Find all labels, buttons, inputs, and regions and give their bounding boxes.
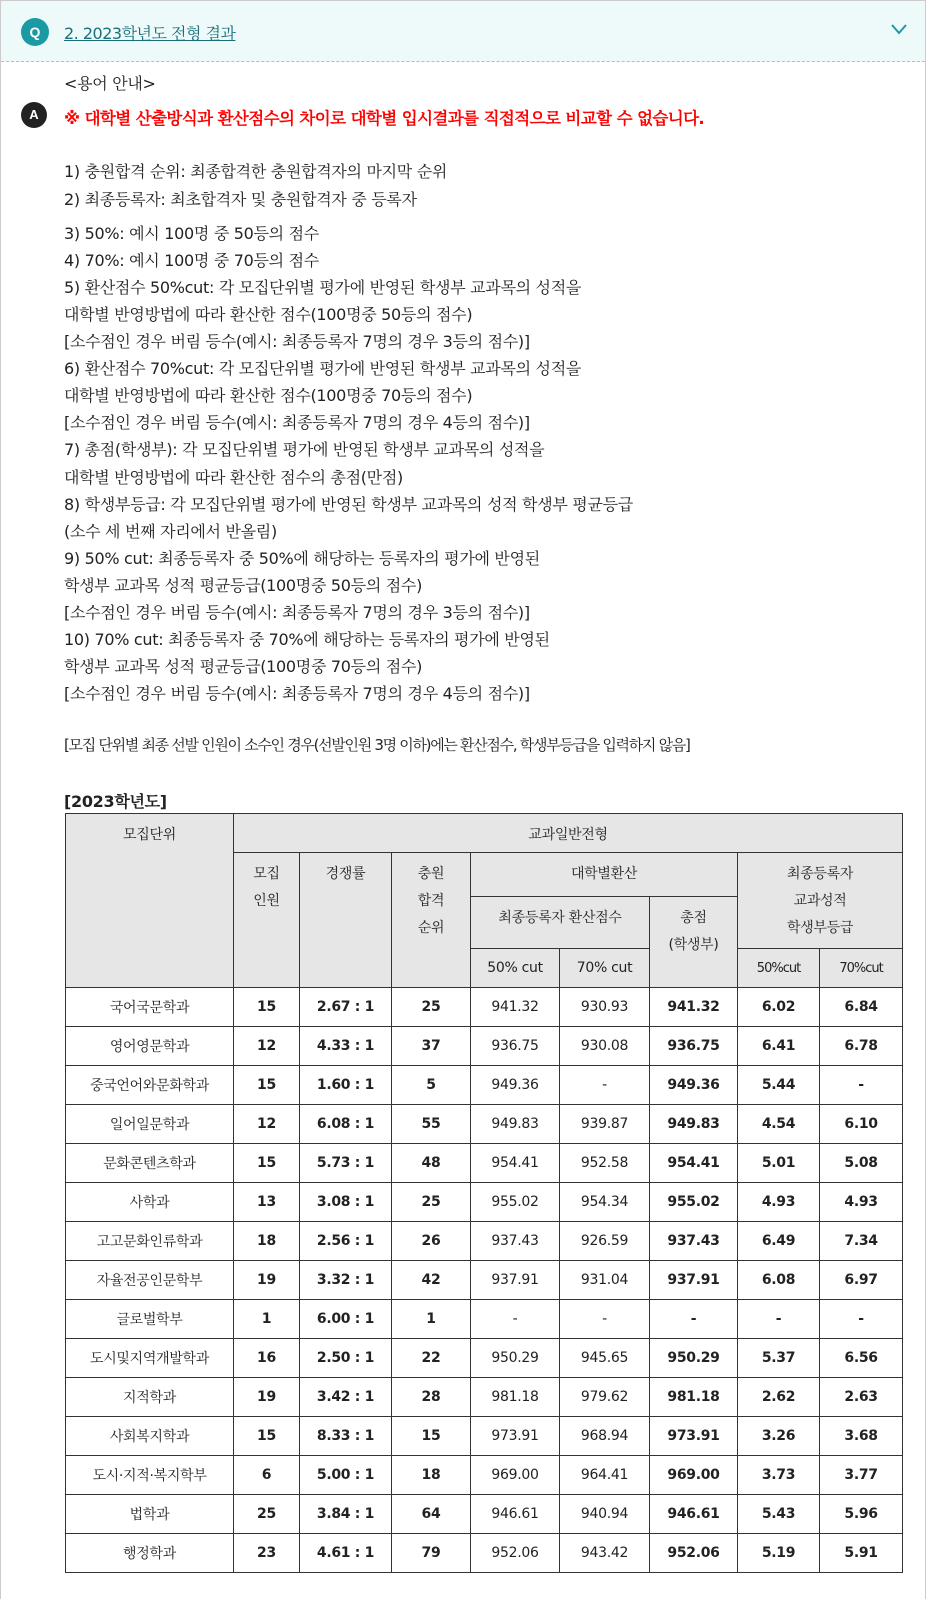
cell-rank: 48: [392, 1144, 471, 1183]
cell-grade-70: 4.93: [820, 1183, 903, 1222]
table-row: [66, 1261, 903, 1300]
faq-question-bar[interactable]: [1, 1, 925, 62]
cell-grade-70: 5.96: [820, 1495, 903, 1534]
cell-total: 969.00: [650, 1456, 738, 1495]
cell-grade-50: 6.49: [738, 1222, 820, 1261]
table-row: [66, 1105, 903, 1144]
cell-ratio: 3.32 : 1: [300, 1261, 392, 1300]
cell-grade-50: 4.93: [738, 1183, 820, 1222]
cell-quota: 6: [234, 1456, 300, 1495]
cell-rank: 26: [392, 1222, 471, 1261]
table-row: [66, 1222, 903, 1261]
cell-ratio: 2.56 : 1: [300, 1222, 392, 1261]
cell-unit: 자율전공인문학부: [66, 1261, 234, 1300]
cell-total: 937.43: [650, 1222, 738, 1261]
cell-unit: 중국언어와문화학과: [66, 1066, 234, 1105]
cell-unit: 행정학과: [66, 1534, 234, 1573]
chevron-down-icon[interactable]: [887, 17, 911, 41]
cell-ratio: 4.33 : 1: [300, 1027, 392, 1066]
cell-grade-50: 5.01: [738, 1144, 820, 1183]
cell-conv-50: 937.91: [471, 1261, 560, 1300]
cell-grade-70: 5.08: [820, 1144, 903, 1183]
cell-quota: 19: [234, 1261, 300, 1300]
guide-line: 4) 70%: 예시 100명 중 70등의 점수: [64, 251, 319, 271]
header-conv: 대학별환산: [471, 853, 738, 897]
cell-conv-50: 936.75: [471, 1027, 560, 1066]
cell-quota: 1: [234, 1300, 300, 1339]
table-row: [66, 1183, 903, 1222]
cell-grade-50: 5.19: [738, 1534, 820, 1573]
cell-conv-70: 954.34: [560, 1183, 650, 1222]
guide-line: 2) 최종등록자: 최초합격자 및 충원합격자 중 등록자: [64, 190, 417, 209]
cell-total: 937.91: [650, 1261, 738, 1300]
guide-line: 9) 50% cut: 최종등록자 중 50%에 해당하는 등록자의 평가에 반영된: [64, 548, 540, 568]
cell-ratio: 8.33 : 1: [300, 1417, 392, 1456]
results-table: [65, 813, 903, 1573]
cell-conv-50: -: [471, 1300, 560, 1339]
cell-quota: 15: [234, 988, 300, 1027]
cell-grade-70: 6.10: [820, 1105, 903, 1144]
cell-unit: 문화콘텐츠학과: [66, 1144, 234, 1183]
cell-grade-50: 5.43: [738, 1495, 820, 1534]
cell-quota: 12: [234, 1027, 300, 1066]
cell-quota: 15: [234, 1144, 300, 1183]
cell-unit: 글로벌학부: [66, 1300, 234, 1339]
cell-conv-50: 969.00: [471, 1456, 560, 1495]
cell-grade-50: 5.37: [738, 1339, 820, 1378]
cell-ratio: 4.61 : 1: [300, 1534, 392, 1573]
guide-line: [소수점인 경우 버림 등수(예시: 최종등록자 7명의 경우 3등의 점수)]: [64, 602, 530, 622]
cell-ratio: 5.00 : 1: [300, 1456, 392, 1495]
header-grade: 최종등록자 교과성적 학생부등급: [738, 853, 903, 949]
cell-quota: 23: [234, 1534, 300, 1573]
guide-line: 6) 환산점수 70%cut: 각 모집단위별 평가에 반영된 학생부 교과목의 성적을: [64, 359, 582, 379]
cell-rank: 5: [392, 1066, 471, 1105]
table-row: [66, 1456, 903, 1495]
cell-grade-70: 3.68: [820, 1417, 903, 1456]
cell-rank: 55: [392, 1105, 471, 1144]
cell-grade-70: 5.91: [820, 1534, 903, 1573]
cell-conv-50: 952.06: [471, 1534, 560, 1573]
cell-unit: 영어영문학과: [66, 1027, 234, 1066]
cell-conv-50: 950.29: [471, 1339, 560, 1378]
cell-grade-50: 2.62: [738, 1378, 820, 1417]
cell-grade-70: 6.84: [820, 988, 903, 1027]
cell-conv-50: 981.18: [471, 1378, 560, 1417]
header-ratio: 경쟁률: [300, 853, 392, 988]
cell-conv-70: 926.59: [560, 1222, 650, 1261]
cell-quota: 18: [234, 1222, 300, 1261]
question-badge: Q: [21, 18, 49, 46]
cell-total: 936.75: [650, 1027, 738, 1066]
cell-grade-70: 6.78: [820, 1027, 903, 1066]
header-conv-50: 50% cut: [471, 949, 560, 988]
table-row: [66, 1495, 903, 1534]
header-rank: 충원 합격 순위: [392, 853, 471, 988]
header-total: 총점 (학생부): [650, 897, 738, 988]
cell-conv-70: 943.42: [560, 1534, 650, 1573]
cell-conv-70: -: [560, 1300, 650, 1339]
guide-line: [소수점인 경우 버림 등수(예시: 최종등록자 7명의 경우 3등의 점수)]: [64, 332, 530, 352]
cell-grade-50: 3.26: [738, 1417, 820, 1456]
cell-rank: 79: [392, 1534, 471, 1573]
table-row: [66, 1417, 903, 1456]
cell-grade-50: 6.41: [738, 1027, 820, 1066]
cell-total: -: [650, 1300, 738, 1339]
cell-quota: 13: [234, 1183, 300, 1222]
cell-ratio: 2.67 : 1: [300, 988, 392, 1027]
cell-conv-50: 949.83: [471, 1105, 560, 1144]
year-title: [2023학년도]: [64, 792, 167, 811]
cell-rank: 15: [392, 1417, 471, 1456]
header-unit: 모집단위: [66, 814, 234, 988]
cell-total: 949.83: [650, 1105, 738, 1144]
guide-line: [소수점인 경우 버림 등수(예시: 최종등록자 7명의 경우 4등의 점수)]: [64, 684, 530, 704]
cell-total: 954.41: [650, 1144, 738, 1183]
cell-conv-70: 952.58: [560, 1144, 650, 1183]
cell-conv-70: 940.94: [560, 1495, 650, 1534]
header-type: 교과일반전형: [234, 814, 903, 853]
table-row: [66, 1300, 903, 1339]
cell-rank: 28: [392, 1378, 471, 1417]
cell-grade-70: 6.97: [820, 1261, 903, 1300]
table-row: [66, 988, 903, 1027]
cell-grade-50: 6.08: [738, 1261, 820, 1300]
header-grade-70: 70%cut: [820, 949, 903, 988]
cell-ratio: 6.08 : 1: [300, 1105, 392, 1144]
cell-rank: 37: [392, 1027, 471, 1066]
cell-rank: 18: [392, 1456, 471, 1495]
cell-conv-50: 954.41: [471, 1144, 560, 1183]
cell-ratio: 3.42 : 1: [300, 1378, 392, 1417]
cell-unit: 일어일문학과: [66, 1105, 234, 1144]
guide-line: 7) 총점(학생부): 각 모집단위별 평가에 반영된 학생부 교과목의 성적을: [64, 440, 545, 460]
cell-rank: 22: [392, 1339, 471, 1378]
guide-line: 1) 충원합격 순위: 최종합격한 충원합격자의 마지막 순위: [64, 162, 448, 181]
cell-rank: 25: [392, 1183, 471, 1222]
cell-quota: 12: [234, 1105, 300, 1144]
cell-rank: 64: [392, 1495, 471, 1534]
cell-conv-50: 955.02: [471, 1183, 560, 1222]
cell-conv-70: 939.87: [560, 1105, 650, 1144]
cell-rank: 25: [392, 988, 471, 1027]
cell-unit: 사학과: [66, 1183, 234, 1222]
guide-heading: <용어 안내>: [64, 74, 156, 93]
faq-question-title[interactable]: 2. 2023학년도 전형 결과: [64, 24, 236, 43]
cell-conv-70: 931.04: [560, 1261, 650, 1300]
cell-unit: 사회복지학과: [66, 1417, 234, 1456]
cell-conv-50: 937.43: [471, 1222, 560, 1261]
table-row: [66, 1144, 903, 1183]
cell-rank: 42: [392, 1261, 471, 1300]
cell-conv-70: 964.41: [560, 1456, 650, 1495]
answer-badge: A: [21, 102, 47, 128]
table-row: [66, 1027, 903, 1066]
cell-conv-70: 968.94: [560, 1417, 650, 1456]
cell-grade-50: 5.44: [738, 1066, 820, 1105]
cell-ratio: 1.60 : 1: [300, 1066, 392, 1105]
cell-total: 950.29: [650, 1339, 738, 1378]
cell-conv-70: 930.93: [560, 988, 650, 1027]
cell-ratio: 5.73 : 1: [300, 1144, 392, 1183]
cell-grade-50: 4.54: [738, 1105, 820, 1144]
cell-ratio: 3.08 : 1: [300, 1183, 392, 1222]
cell-conv-50: 973.91: [471, 1417, 560, 1456]
header-quota: 모집 인원: [234, 853, 300, 988]
cell-total: 941.32: [650, 988, 738, 1027]
cell-total: 946.61: [650, 1495, 738, 1534]
header-grade-50: 50%cut: [738, 949, 820, 988]
header-conv-final: 최종등록자 환산점수: [471, 897, 650, 949]
guide-line: 대학별 반영방법에 따라 환산한 점수의 총점(만점): [64, 467, 403, 487]
guide-line: 대학별 반영방법에 따라 환산한 점수(100명중 70등의 점수): [64, 386, 473, 406]
cell-ratio: 2.50 : 1: [300, 1339, 392, 1378]
table-row: [66, 1378, 903, 1417]
cell-ratio: 6.00 : 1: [300, 1300, 392, 1339]
cell-grade-50: 3.73: [738, 1456, 820, 1495]
cell-grade-70: 2.63: [820, 1378, 903, 1417]
cell-conv-50: 941.32: [471, 988, 560, 1027]
cell-quota: 16: [234, 1339, 300, 1378]
cell-unit: 지적학과: [66, 1378, 234, 1417]
cell-conv-70: 979.62: [560, 1378, 650, 1417]
cell-unit: 고고문화인류학과: [66, 1222, 234, 1261]
cell-grade-50: 6.02: [738, 988, 820, 1027]
cell-total: 973.91: [650, 1417, 738, 1456]
cell-grade-70: -: [820, 1066, 903, 1105]
cell-quota: 15: [234, 1066, 300, 1105]
table-row: [66, 1066, 903, 1105]
cell-quota: 15: [234, 1417, 300, 1456]
cell-unit: 법학과: [66, 1495, 234, 1534]
cell-conv-70: 930.08: [560, 1027, 650, 1066]
cell-quota: 25: [234, 1495, 300, 1534]
cell-conv-70: 945.65: [560, 1339, 650, 1378]
header-conv-70: 70% cut: [560, 949, 650, 988]
guide-line: 학생부 교과목 성적 평균등급(100명중 70등의 점수): [64, 656, 423, 676]
guide-line: 8) 학생부등급: 각 모집단위별 평가에 반영된 학생부 교과목의 성적 학생부 평균등급: [64, 494, 633, 514]
cell-ratio: 3.84 : 1: [300, 1495, 392, 1534]
cell-rank: 1: [392, 1300, 471, 1339]
cell-unit: 도시및지역개발학과: [66, 1339, 234, 1378]
cell-grade-70: 3.77: [820, 1456, 903, 1495]
cell-unit: 국어국문학과: [66, 988, 234, 1027]
guide-note: [모집 단위별 최종 선발 인원이 소수인 경우(선발인원 3명 이하)에는 환산점수, 학생부등급을 입력하지 않음]: [64, 736, 690, 754]
table-row: [66, 1339, 903, 1378]
cell-total: 952.06: [650, 1534, 738, 1573]
guide-line: 학생부 교과목 성적 평균등급(100명중 50등의 점수): [64, 575, 423, 595]
cell-total: 981.18: [650, 1378, 738, 1417]
cell-grade-70: -: [820, 1300, 903, 1339]
cell-quota: 19: [234, 1378, 300, 1417]
guide-line: 5) 환산점수 50%cut: 각 모집단위별 평가에 반영된 학생부 교과목의 성적을: [64, 278, 582, 298]
cell-grade-50: -: [738, 1300, 820, 1339]
table-row: [66, 1534, 903, 1573]
guide-line: (소수 세 번째 자리에서 반올림): [64, 521, 277, 541]
cell-conv-70: -: [560, 1066, 650, 1105]
cell-unit: 도시·지적·복지학부: [66, 1456, 234, 1495]
cell-total: 955.02: [650, 1183, 738, 1222]
guide-line: [소수점인 경우 버림 등수(예시: 최종등록자 7명의 경우 4등의 점수)]: [64, 413, 530, 433]
warning-text: ※ 대학별 산출방식과 환산점수의 차이로 대학별 입시결과를 직접적으로 비교할 수 없습니다.: [64, 109, 705, 128]
cell-grade-70: 7.34: [820, 1222, 903, 1261]
cell-total: 949.36: [650, 1066, 738, 1105]
guide-line: 대학별 반영방법에 따라 환산한 점수(100명중 50등의 점수): [64, 305, 473, 325]
cell-conv-50: 949.36: [471, 1066, 560, 1105]
cell-grade-70: 6.56: [820, 1339, 903, 1378]
cell-conv-50: 946.61: [471, 1495, 560, 1534]
guide-line: 10) 70% cut: 최종등록자 중 70%에 해당하는 등록자의 평가에 반영된: [64, 629, 550, 649]
guide-line: 3) 50%: 예시 100명 중 50등의 점수: [64, 224, 319, 243]
